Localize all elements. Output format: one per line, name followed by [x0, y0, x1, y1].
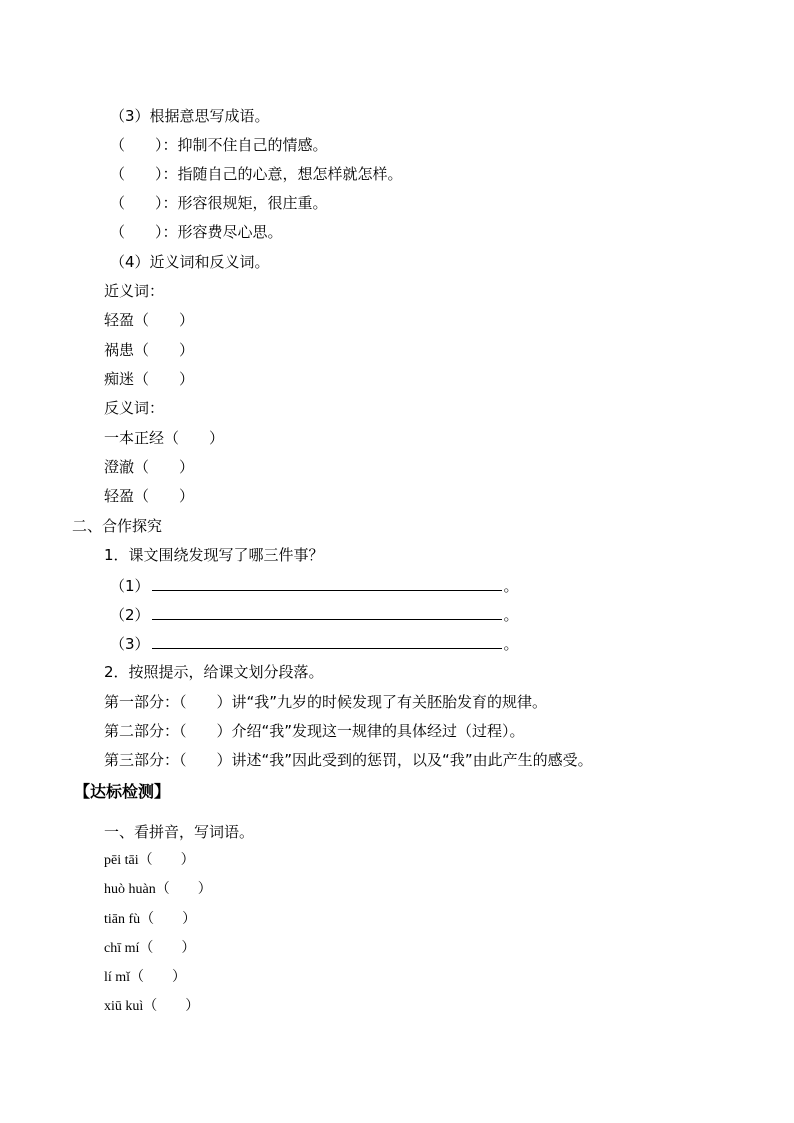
q3-title: （3）根据意思写成语。: [110, 107, 270, 125]
pinyin-item-3: tiān fù（ ）: [104, 912, 197, 927]
antonym-item-2: 澄澈（ ）: [104, 458, 195, 476]
answer-end: 。: [503, 577, 519, 595]
antonym-item-1: 一本正经（ ）: [104, 429, 225, 447]
answer-end: 。: [503, 606, 519, 624]
antonym-item-3: 轻盈（ ）: [104, 487, 195, 505]
pinyin-item-1: pēi tāi（ ）: [104, 853, 195, 868]
idiom-item-4: （ ）：形容费尽心思。: [110, 223, 283, 241]
q4-title: （4）近义词和反义词。: [110, 253, 270, 271]
part-two: 第二部分：（ ）介绍“我”发现这一规律的具体经过（过程）。: [104, 722, 525, 740]
pinyin-item-5: lí mǐ（ ）: [104, 970, 187, 985]
answer-end: 。: [503, 635, 519, 653]
synonym-item-1: 轻盈（ ）: [104, 311, 195, 329]
part-three: 第三部分：（ ）讲述“我”因此受到的惩罚，以及“我”由此产生的感受。: [104, 751, 593, 769]
idiom-item-2: （ ）：指随自己的心意，想怎样就怎样。: [110, 165, 403, 183]
synonym-item-2: 祸患（ ）: [104, 341, 195, 359]
answer-number: （3）: [110, 635, 150, 653]
pinyin-item-2: huò huàn（ ）: [104, 882, 212, 897]
answer-blank[interactable]: [152, 575, 502, 591]
synonym-label: 近义词：: [104, 282, 165, 300]
answer-blank[interactable]: [152, 633, 502, 649]
answer-number: （1）: [110, 577, 150, 595]
antonym-label: 反义词：: [104, 399, 165, 417]
answer-line-1: [110, 575, 519, 596]
section-two-title: 二、合作探究: [72, 517, 163, 535]
answer-line-2: [110, 604, 519, 625]
synonym-item-3: 痴迷（ ）: [104, 370, 195, 388]
cooperation-q1: 1．课文围绕发现写了哪三件事？: [104, 546, 324, 564]
idiom-item-3: （ ）：形容很规矩，很庄重。: [110, 194, 328, 212]
check-q1: 一、看拼音，写词语。: [104, 823, 255, 841]
check-section-title: 【达标检测】: [74, 782, 171, 801]
answer-number: （2）: [110, 606, 150, 624]
idiom-item-1: （ ）：抑制不住自己的情感。: [110, 136, 328, 154]
answer-blank[interactable]: [152, 604, 502, 620]
pinyin-item-4: chī mí（ ）: [104, 941, 196, 956]
cooperation-q2: 2．按照提示，给课文划分段落。: [104, 663, 324, 681]
part-one: 第一部分：（ ）讲“我”九岁的时候发现了有关胚胎发育的规律。: [104, 693, 548, 711]
pinyin-item-6: xiū kuì（ ）: [104, 999, 200, 1014]
answer-line-3: [110, 633, 519, 654]
